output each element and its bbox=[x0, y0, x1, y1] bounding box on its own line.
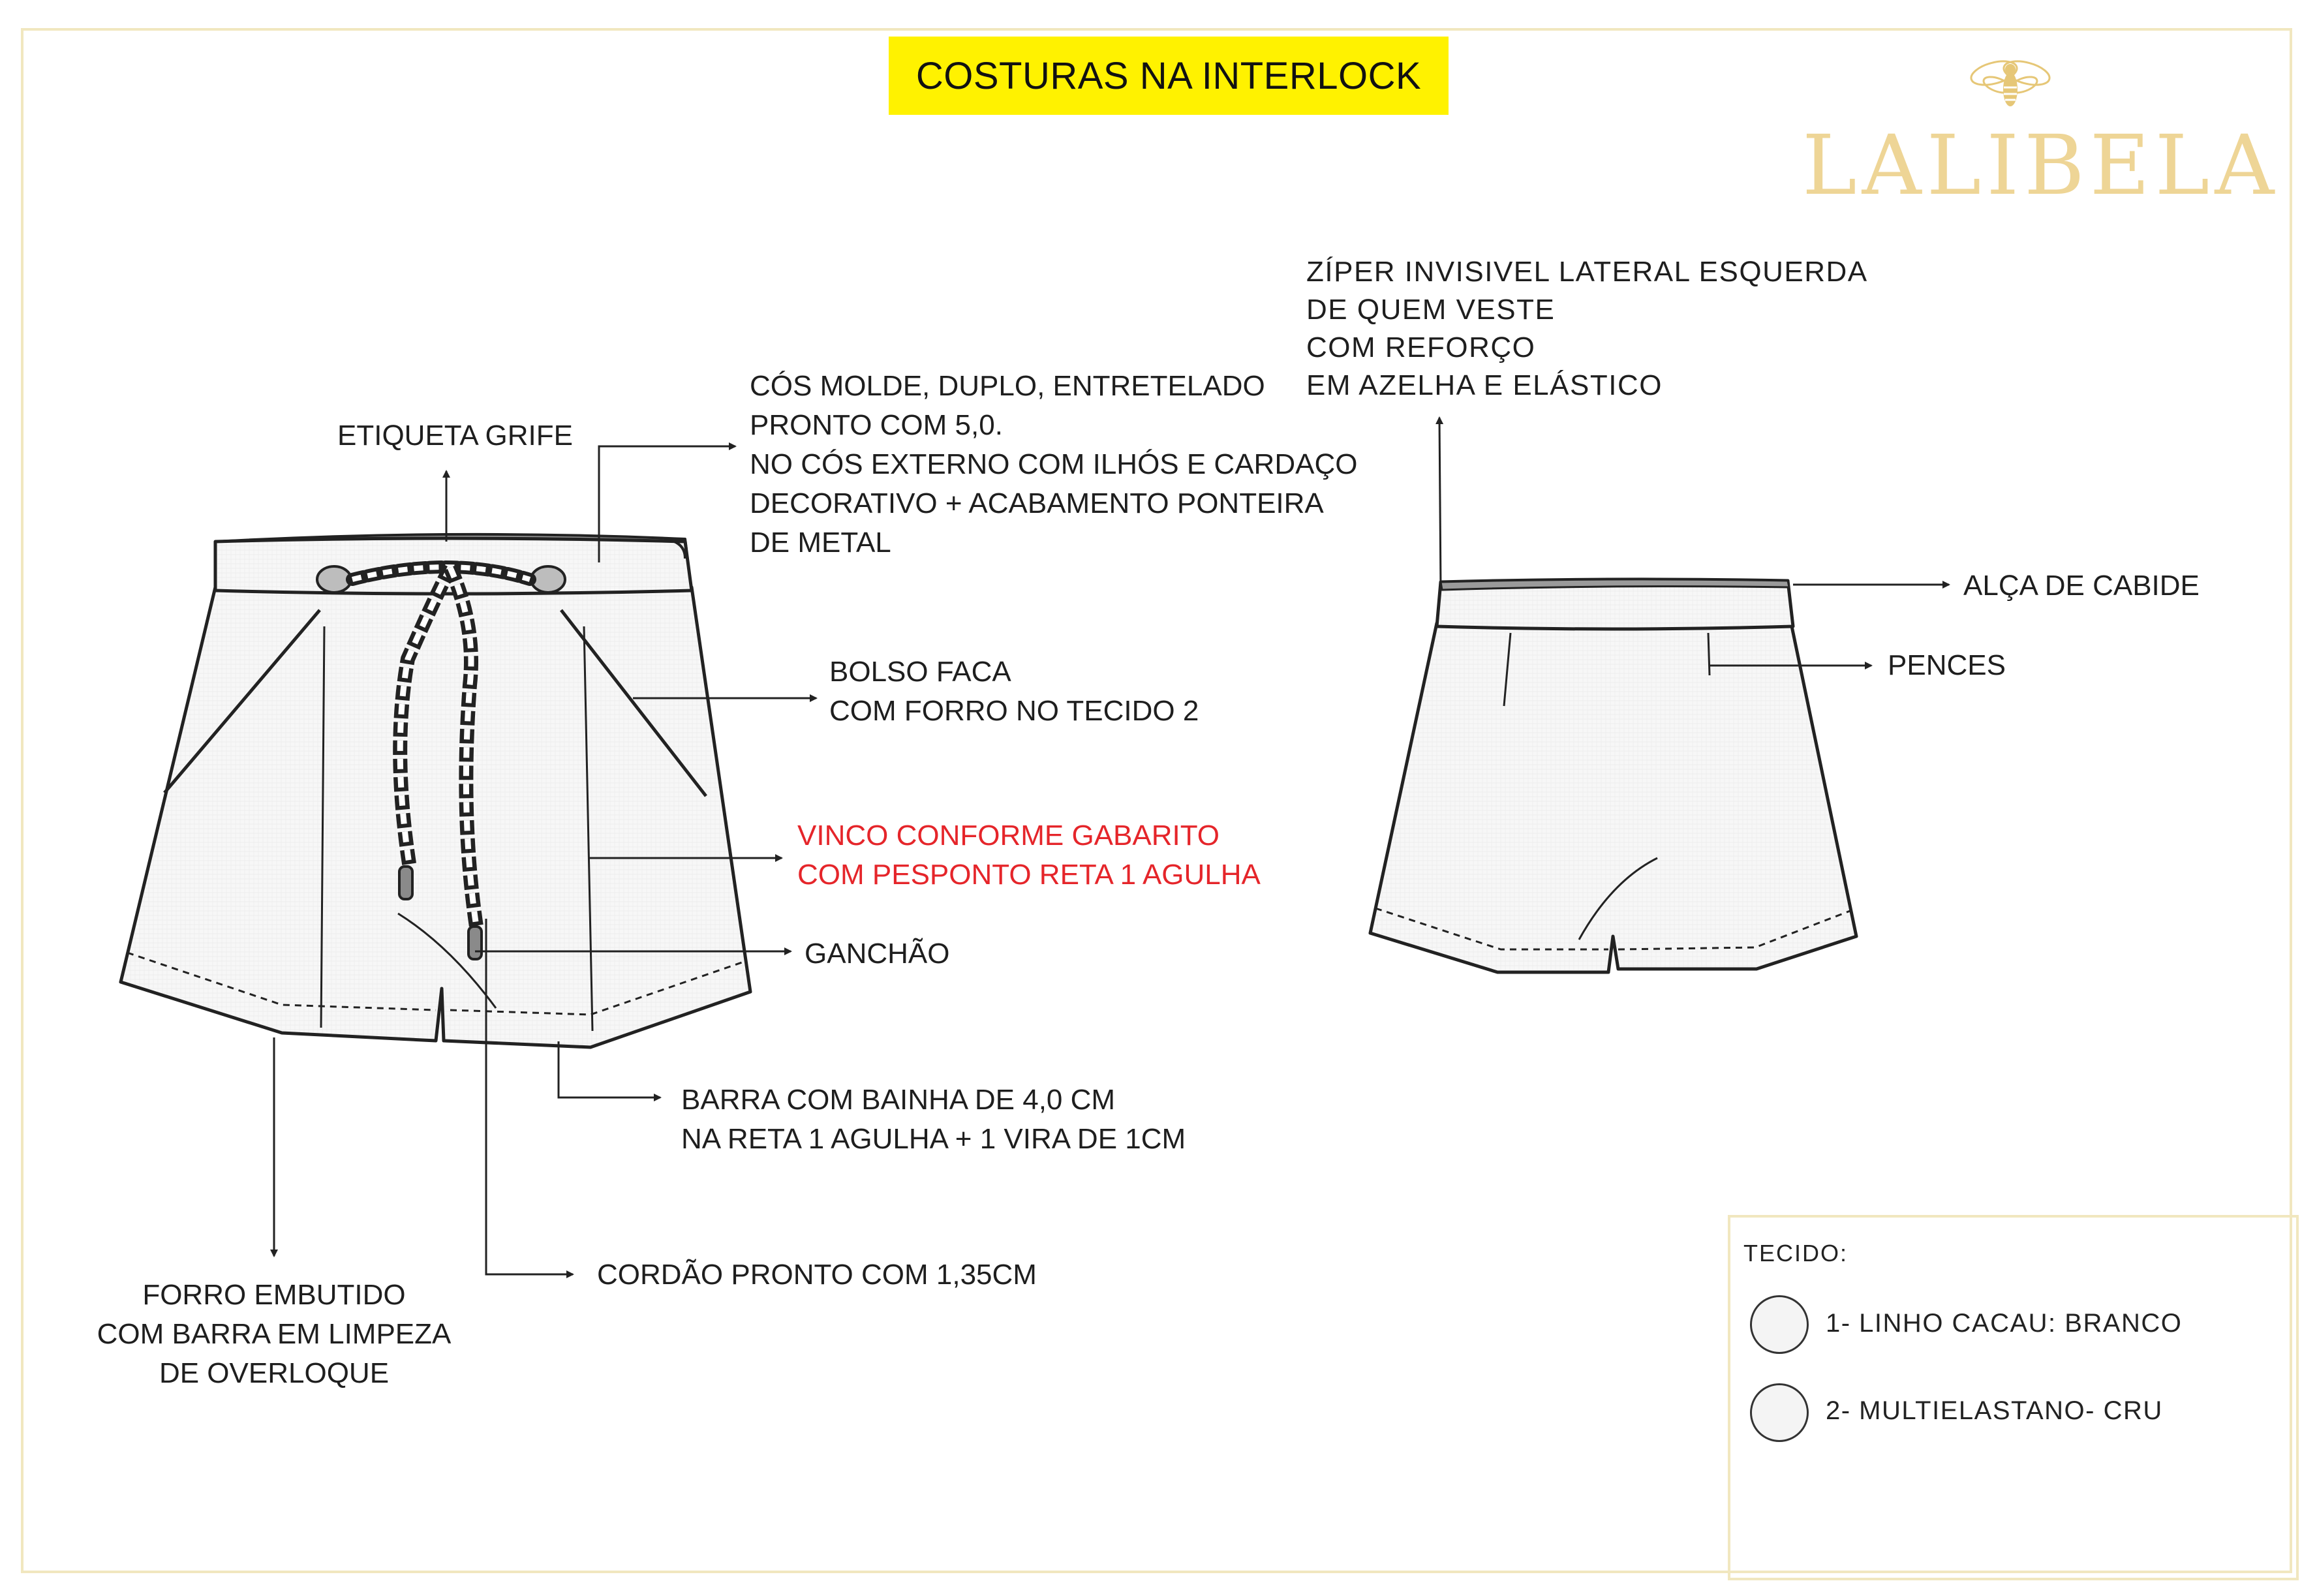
label-line: DE QUEM VESTE bbox=[1306, 294, 1556, 326]
back-dart-right bbox=[1708, 633, 1710, 675]
leader-ziper bbox=[1439, 418, 1441, 589]
cord-tip-right bbox=[468, 927, 482, 959]
cord-tip-left bbox=[399, 867, 412, 899]
label-line: COM PESPONTO RETA 1 AGULHA bbox=[797, 859, 1261, 891]
label-vinco-gabarito bbox=[797, 816, 1261, 895]
legend-title: TECIDO: bbox=[1743, 1240, 1849, 1266]
fabric-legend bbox=[1728, 1215, 2299, 1580]
label-pences: PENCES bbox=[1888, 649, 2006, 681]
label-forro-embutido bbox=[85, 1276, 463, 1393]
label-ziper-invisivel bbox=[1306, 253, 1868, 405]
label-line: BARRA COM BAINHA DE 4,0 CM bbox=[681, 1084, 1116, 1116]
label-cordao: CORDÃO PRONTO COM 1,35CM bbox=[597, 1259, 1037, 1291]
label-ganchao: GANCHÃO bbox=[805, 938, 950, 970]
back-shorts-body bbox=[1370, 623, 1856, 972]
label-line: COM FORRO NO TECIDO 2 bbox=[829, 695, 1199, 727]
leader-barra bbox=[559, 1041, 660, 1097]
legend-item-1: 1- LINHO CACAU: BRANCO bbox=[1826, 1309, 2183, 1338]
label-barra bbox=[681, 1081, 1186, 1159]
label-line: DE METAL bbox=[750, 527, 891, 559]
label-line: ZÍPER INVISIVEL LATERAL ESQUERDA bbox=[1306, 256, 1868, 288]
label-line: DECORATIVO + ACABAMENTO PONTEIRA bbox=[750, 487, 1324, 519]
label-line: VINCO CONFORME GABARITO bbox=[797, 820, 1220, 852]
label-etiqueta-grife: ETIQUETA GRIFE bbox=[337, 420, 574, 452]
label-line: CÓS MOLDE, DUPLO, ENTRETELADO bbox=[750, 370, 1265, 402]
label-line: PRONTO COM 5,0. bbox=[750, 409, 1003, 441]
back-shorts-drawing bbox=[1370, 579, 1856, 972]
label-cos-molde bbox=[750, 367, 1357, 562]
legend-item-2: 2- MULTIELASTANO- CRU bbox=[1826, 1396, 2163, 1425]
label-line: COM BARRA EM LIMPEZA bbox=[97, 1318, 452, 1350]
label-line: EM AZELHA E ELÁSTICO bbox=[1306, 369, 1663, 401]
label-line: NA RETA 1 AGULHA + 1 VIRA DE 1CM bbox=[681, 1123, 1186, 1155]
front-shorts-body bbox=[121, 587, 750, 1047]
brand-logo-text: LALIBELA bbox=[1802, 117, 2280, 213]
label-line: NO CÓS EXTERNO COM ILHÓS E CARDAÇO bbox=[750, 448, 1358, 480]
fabric-swatch-1 bbox=[1750, 1295, 1809, 1354]
page-title-text: COSTURAS NA INTERLOCK bbox=[915, 54, 1422, 97]
label-line: BOLSO FACA bbox=[829, 656, 1011, 688]
fabric-swatch-2 bbox=[1750, 1383, 1809, 1442]
label-bolso-faca bbox=[829, 652, 1199, 731]
label-line: DE OVERLOQUE bbox=[159, 1357, 390, 1389]
label-line: COM REFORÇO bbox=[1306, 331, 1536, 363]
label-line: FORRO EMBUTIDO bbox=[142, 1279, 406, 1311]
label-alca-de-cabide: ALÇA DE CABIDE bbox=[1963, 570, 2200, 602]
